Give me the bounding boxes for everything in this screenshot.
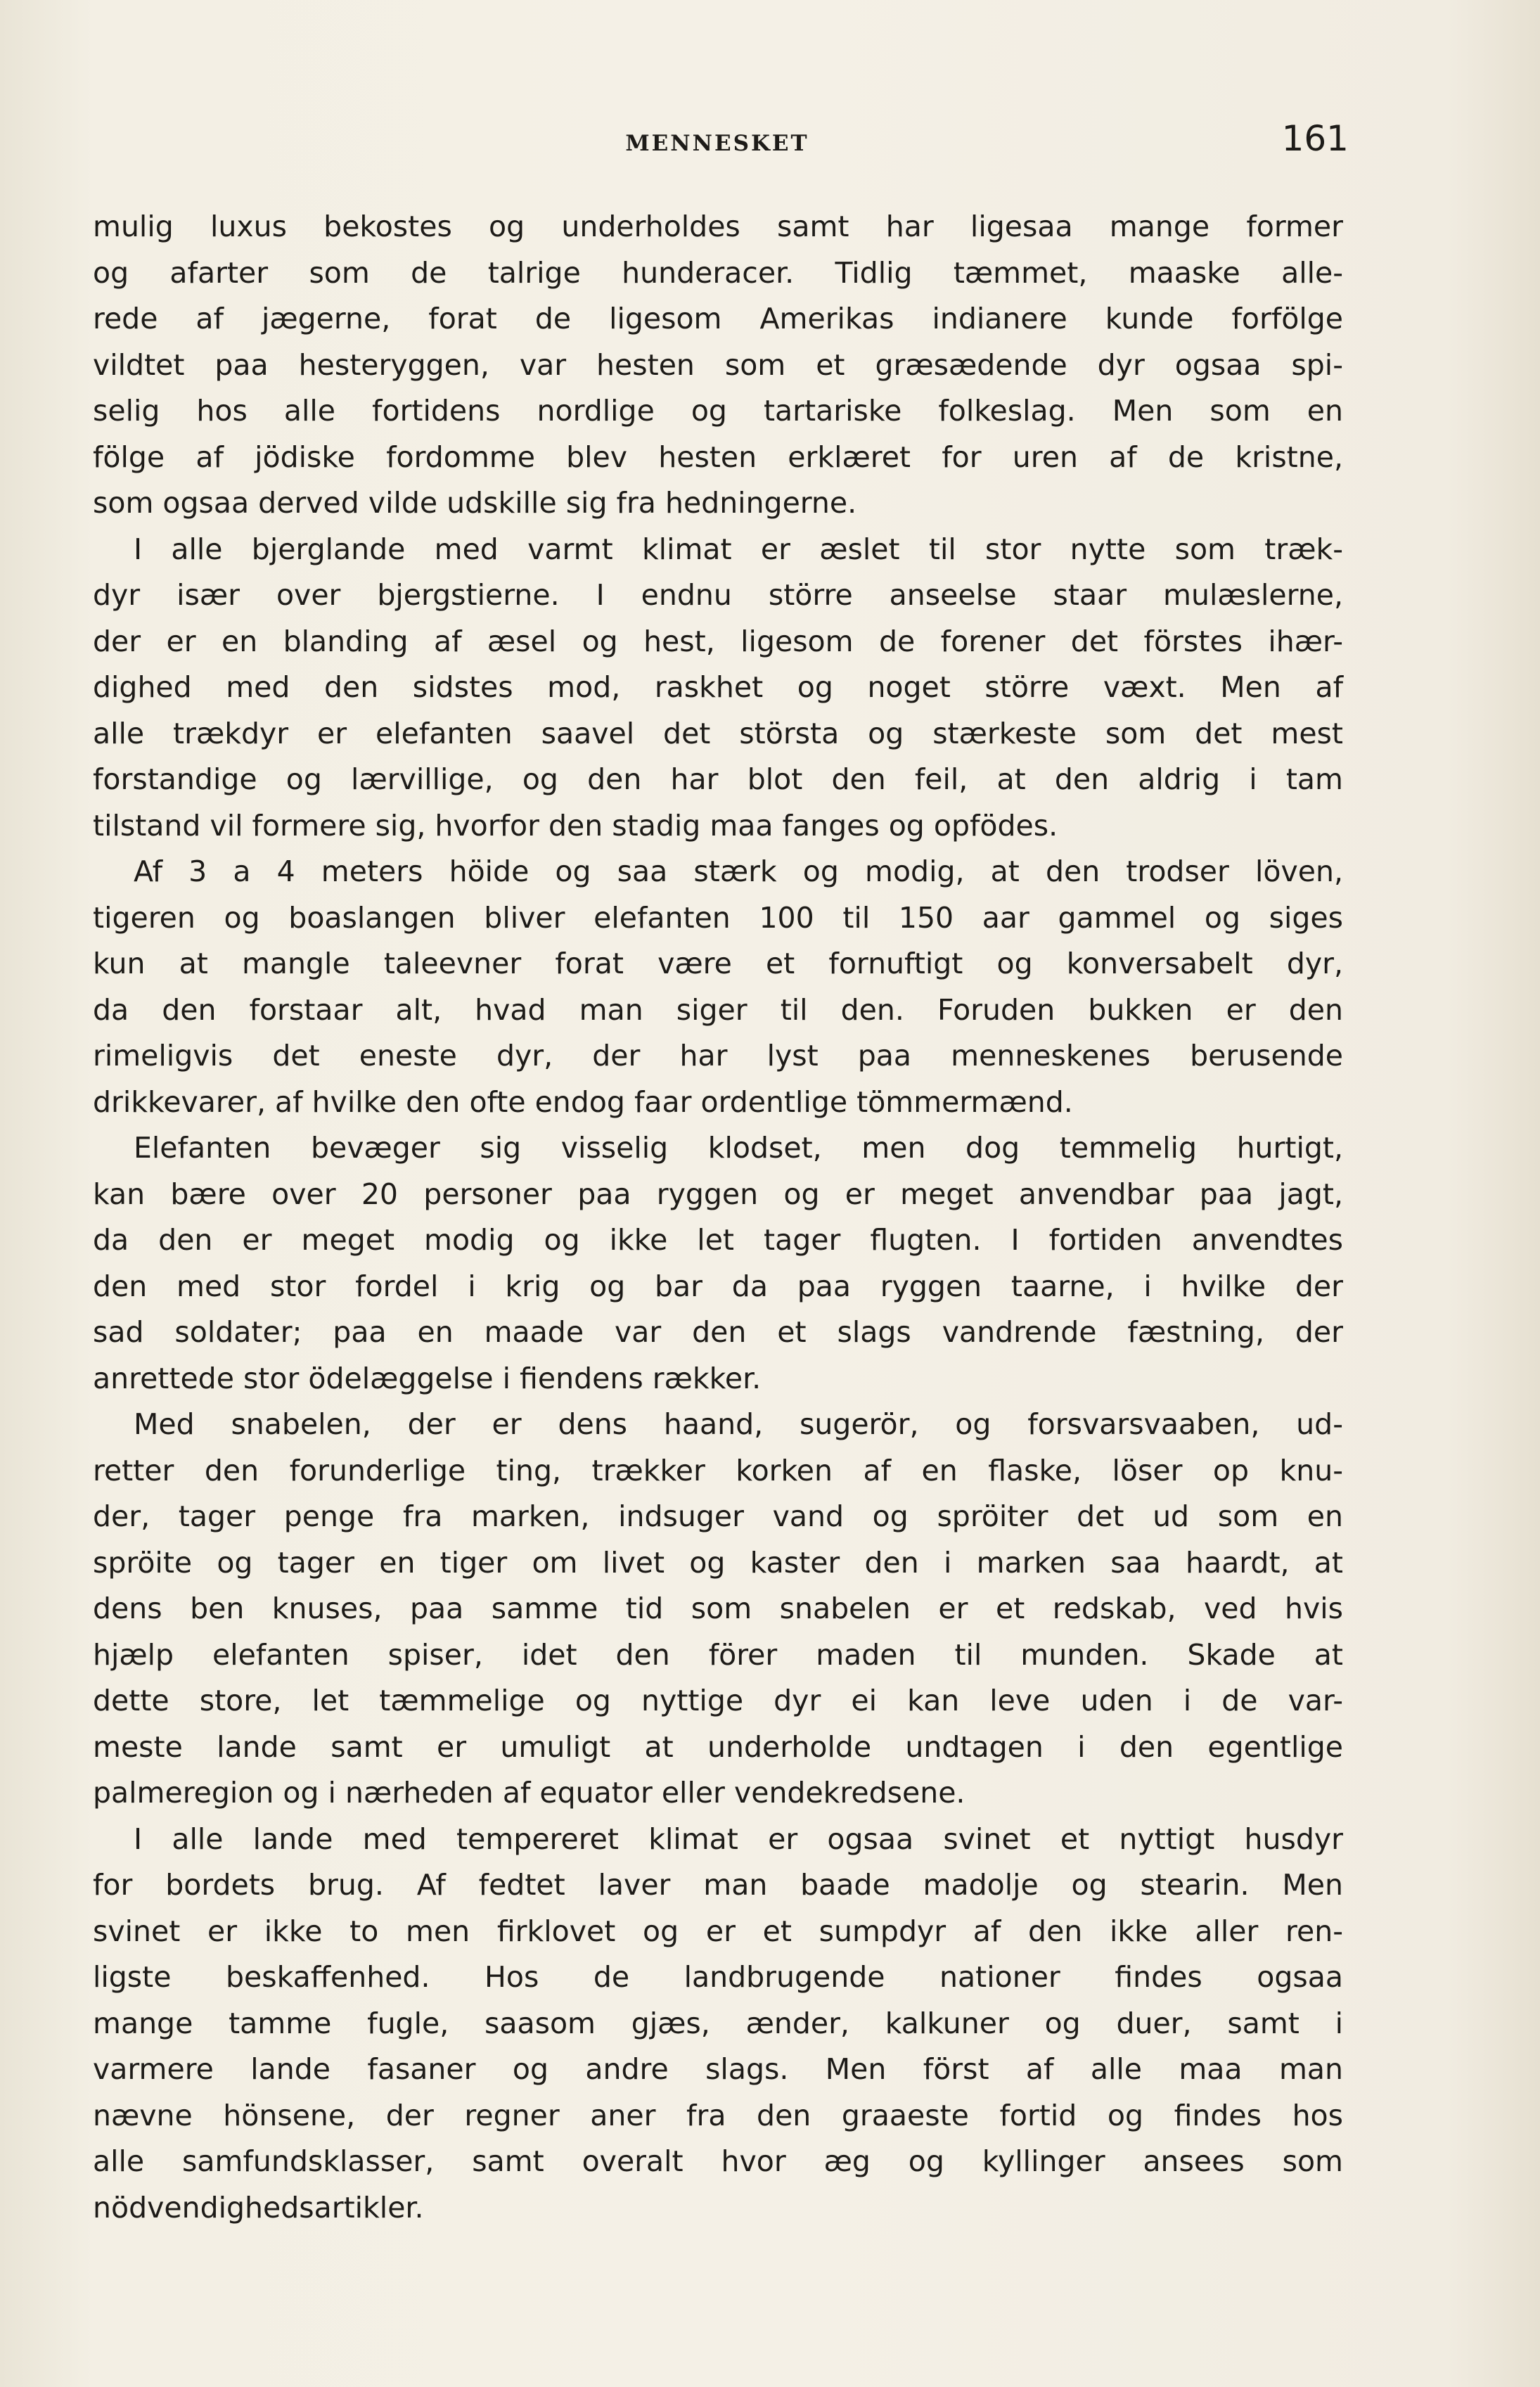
body-text (93, 204, 1343, 2231)
text-line: forstandige og lærvillige, og den har blot den feil, at den aldrig i tam (93, 762, 1343, 796)
text-line: selig hos alle fortidens nordlige og tartariske folkeslag. Men som en (93, 394, 1343, 428)
text-line: palmeregion og i nærheden af equator eller vendekredsene. (93, 1776, 965, 1810)
text-line: fölge af jödiske fordomme blev hesten erklæret for uren af de kristne, (93, 440, 1343, 474)
text-line: kan bære over 20 personer paa ryggen og er meget anvendbar paa jagt, (93, 1177, 1343, 1211)
text-line: nödvendighedsartikler. (93, 2190, 424, 2225)
paragraph-start-line: Af 3 a 4 meters höide og saa stærk og modig, at den trodser löven, (134, 855, 1343, 888)
text-line: der er en blanding af æsel og hest, ligesom de forener det förstes ihær- (93, 624, 1343, 658)
page-number: 161 (1281, 118, 1349, 159)
running-head (91, 118, 1349, 167)
text-line: og afarter som de talrige hunderacer. Tidlig tæmmet, maaske alle- (93, 255, 1343, 290)
text-line: som ogsaa derved vilde udskille sig fra hedningerne. (93, 486, 857, 520)
text-line: anrettede stor ödelæggelse i fiendens rækker. (93, 1361, 762, 1395)
text-line: rimeligvis det eneste dyr, der har lyst paa menneskenes berusende (93, 1039, 1343, 1073)
text-line: retter den forunderlige ting, trækker korken af en flaske, löser op knu- (93, 1453, 1343, 1487)
text-line: tigeren og boaslangen bliver elefanten 100 til 150 aar gammel og siges (93, 900, 1343, 935)
text-line: da den forstaar alt, hvad man siger til den. Foruden bukken er den (93, 992, 1343, 1027)
text-line: vildtet paa hesteryggen, var hesten som et græsædende dyr ogsaa spi- (93, 347, 1343, 382)
text-line: drikkevarer, af hvilke den ofte endog faar ordentlige tömmermænd. (93, 1084, 1073, 1119)
text-line: mange tamme fugle, saasom gjæs, ænder, kalkuner og duer, samt i (93, 2006, 1343, 2040)
text-line: ligste beskaffenhed. Hos de landbrugende nationer findes ogsaa (93, 1960, 1343, 1994)
text-line: meste lande samt er umuligt at underholde undtagen i den egentlige (93, 1729, 1343, 1764)
paragraph-start-line: Med snabelen, der er dens haand, sugerör, og forsvarsvaaben, ud- (134, 1407, 1343, 1441)
running-head-title: MENNESKET (625, 131, 809, 156)
text-line: tilstand vil formere sig, hvorfor den stadig maa fanges og opfödes. (93, 808, 1058, 843)
text-line: hjælp elefanten spiser, idet den förer maden til munden. Skade at (93, 1637, 1343, 1672)
text-line: svinet er ikke to men firklovet og er et sumpdyr af den ikke aller ren- (93, 1914, 1343, 1948)
text-line: alle samfundsklasser, samt overalt hvor æg og kyllinger ansees som (93, 2144, 1343, 2178)
text-line: der, tager penge fra marken, indsuger vand og spröiter det ud som en (93, 1499, 1343, 1533)
text-line: spröite og tager en tiger om livet og kaster den i marken saa haardt, at (93, 1545, 1343, 1580)
text-line: da den er meget modig og ikke let tager flugten. I fortiden anvendtes (93, 1223, 1343, 1257)
paragraph-start-line: I alle bjerglande med varmt klimat er æslet til stor nytte som træk- (134, 532, 1343, 566)
text-line: nævne hönsene, der regner aner fra den graaeste fortid og findes hos (93, 2098, 1343, 2132)
text-line: mulig luxus bekostes og underholdes samt har ligesaa mange former (93, 210, 1343, 243)
text-line: den med stor fordel i krig og bar da paa ryggen taarne, i hvilke der (93, 1269, 1343, 1303)
text-line: varmere lande fasaner og andre slags. Men först af alle maa man (93, 2052, 1343, 2086)
text-line: alle trækdyr er elefanten saavel det största og stærkeste som det mest (93, 716, 1343, 750)
text-line: rede af jægerne, forat de ligesom Amerikas indianere kunde forfölge (93, 302, 1343, 335)
text-line: sad soldater; paa en maade var den et slags vandrende fæstning, der (93, 1315, 1343, 1349)
paragraph-start-line: I alle lande med tempereret klimat er ogsaa svinet et nyttigt husdyr (134, 1822, 1343, 1856)
text-line: dette store, let tæmmelige og nyttige dyr ei kan leve uden i de var- (93, 1684, 1343, 1717)
text-line: dighed med den sidstes mod, raskhet og noget större væxt. Men af (93, 670, 1343, 704)
text-line: dens ben knuses, paa samme tid som snabelen er et redskab, ved hvis (93, 1592, 1343, 1625)
text-line: kun at mangle taleevner forat være et fornuftigt og konversabelt dyr, (93, 947, 1343, 980)
text-line: dyr især over bjergstierne. I endnu större anseelse staar mulæslerne, (93, 578, 1343, 612)
paragraph-start-line: Elefanten bevæger sig visselig klodset, men dog temmelig hurtigt, (134, 1131, 1343, 1165)
text-line: for bordets brug. Af fedtet laver man baade madolje og stearin. Men (93, 1868, 1343, 1902)
